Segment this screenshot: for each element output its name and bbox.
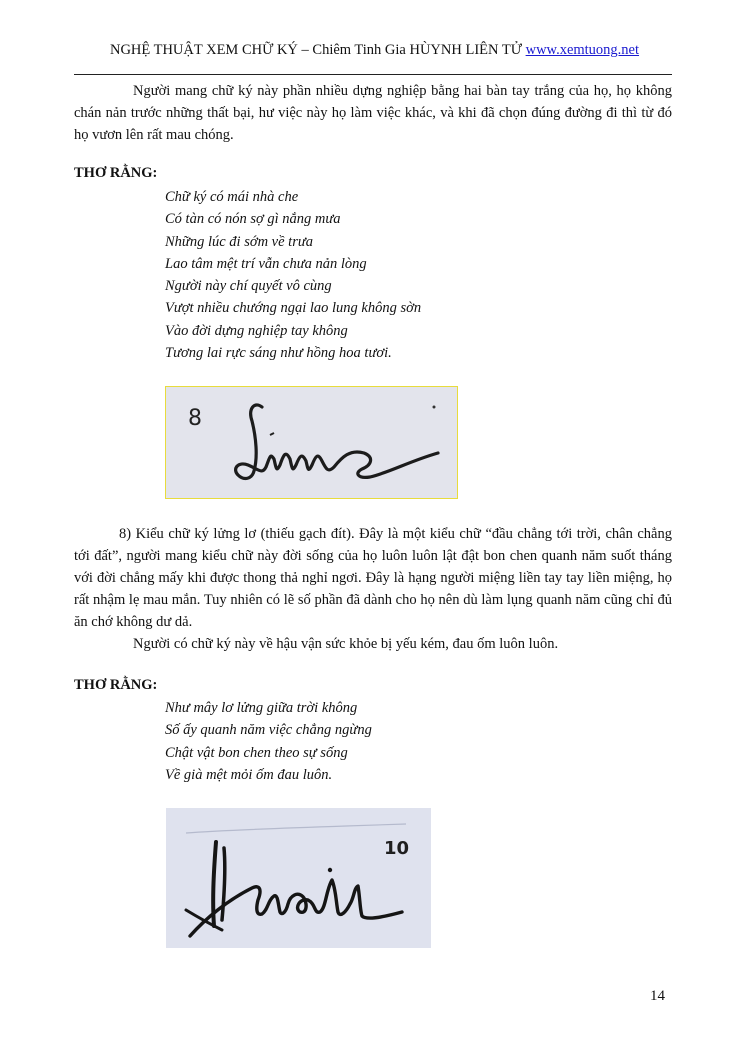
signature-drawing xyxy=(166,808,431,948)
poem-line: Lao tâm mệt trí vẫn chưa nản lòng xyxy=(165,255,367,272)
poem-line: Tương lai rực sáng như hồng hoa tươi. xyxy=(165,345,392,362)
poem1-heading: THƠ RẰNG: xyxy=(74,165,158,181)
signature-drawing xyxy=(166,387,456,497)
poem-line: Như mây lơ lửng giữa trời không xyxy=(165,700,358,716)
poem-line: Số ấy quanh năm việc chẳng ngừng xyxy=(165,722,372,739)
website-link[interactable]: www.xemtuong.net xyxy=(525,42,640,58)
header-title: NGHỆ THUẬT XEM CHỮ KÝ – Chiêm Tinh Gia HÙYNH LIÊN TỬ xyxy=(109,42,522,58)
section8-paragraph2: Người có chữ ký này về hậu vận sức khỏe bị yếu kém, đau ốm luôn luôn. xyxy=(133,636,559,652)
signature-number-label: 10 xyxy=(384,838,410,859)
signature-number-label: 8 xyxy=(188,406,202,431)
poem2 xyxy=(165,697,372,786)
poem-line: Về già mệt mỏi ốm đau luôn. xyxy=(165,766,333,783)
header-divider xyxy=(74,74,672,75)
signature-image-10 xyxy=(166,808,431,948)
poem-line: Chật vật bon chen theo sự sống xyxy=(165,744,348,761)
page-header xyxy=(77,42,672,59)
page-number: 14 xyxy=(650,988,665,1004)
poem-line: Những lúc đi sớm về trưa xyxy=(165,233,314,250)
intro-paragraph: Người mang chữ ký này phần nhiều dựng nghiệp bằng hai bàn tay trắng của họ, họ không chán nản trước những thất bại, hư việc này họ làm việc khác, và khi đã chọn đúng đường đi thì từ đó họ vươn lên rất mau chóng. xyxy=(74,83,672,143)
poem-line: Chữ ký có mái nhà che xyxy=(165,189,299,205)
poem2-heading: THƠ RẰNG: xyxy=(74,677,158,693)
section8-paragraph1: 8) Kiểu chữ ký lửng lơ (thiếu gạch đít). Đây là một kiểu chữ “đầu chẳng tới trời, chân chẳng tới đất”, người mang kiểu chữ này đời sống của họ luôn luôn lật đật bon chen quanh năm suốt tháng với đời chẳng mấy khi được thong thả nghỉ ngơi. Đây là hạng người miệng liền tay tay liền miệng, họ rất nhậm lẹ mau mắn. Tuy nhiên có lẽ số phần đã dành cho họ nên dù làm lụng quanh năm cũng chỉ đủ ăn chớ không dư dả. xyxy=(74,526,672,630)
signature-image-8 xyxy=(165,386,458,499)
poem1 xyxy=(165,186,421,364)
poem-line: Vượt nhiều chướng ngại lao lung không sờn xyxy=(165,300,422,317)
poem-line: Người này chí quyết vô cùng xyxy=(165,278,332,295)
poem-line: Vào đời dựng nghiệp tay không xyxy=(165,322,348,339)
poem-line: Có tàn có nón sợ gì nắng mưa xyxy=(165,211,341,228)
